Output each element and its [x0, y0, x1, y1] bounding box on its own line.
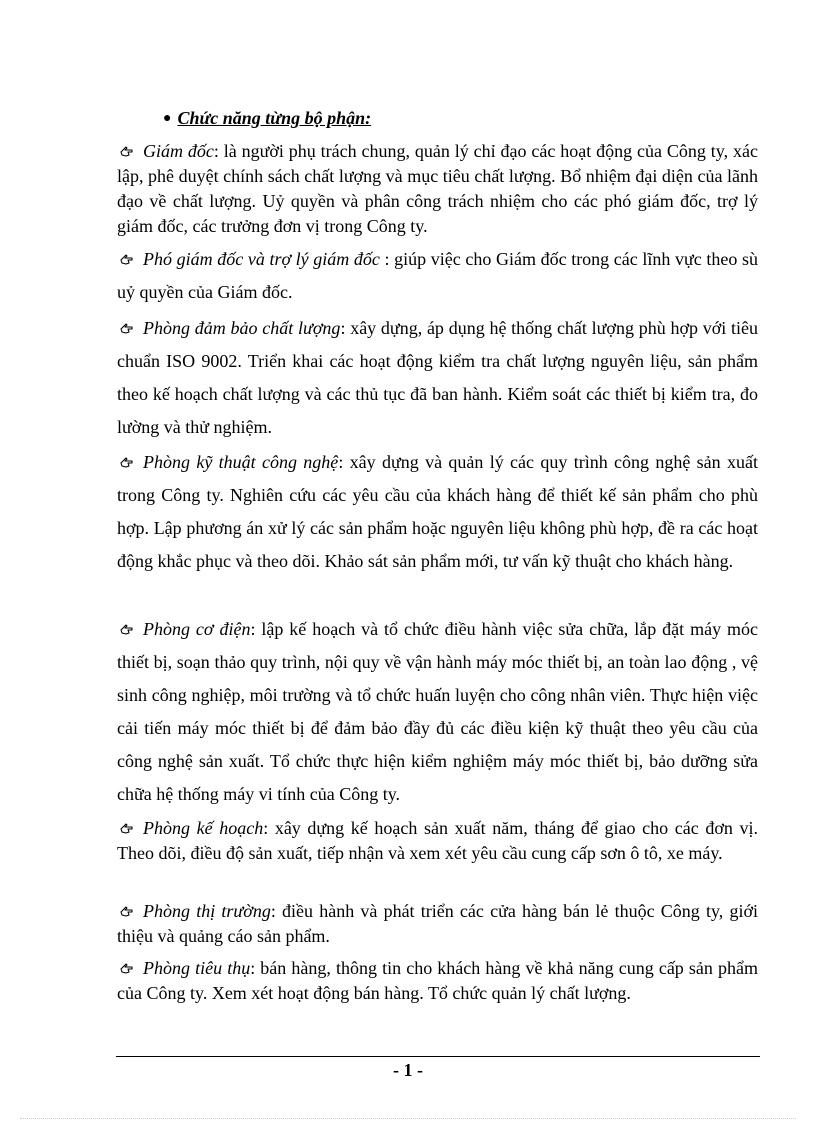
- paragraph-phong-thi-truong: [117, 899, 758, 949]
- pointing-hand-icon: [119, 320, 135, 336]
- pointing-hand-icon: [119, 251, 135, 267]
- footer-divider: [116, 1056, 760, 1057]
- paragraph-text: : là người phụ trách chung, quản lý chỉ đạo các hoạt động của Công ty, xác lập, phê duyệt chính sách chất lượng và mục tiêu chất lượng. Bổ nhiệm đại diện của lãnh đạo về chất lượng. Uỷ quyền và phân công trách nhiệm cho các phó giám đốc, trợ lý giám đốc, các trưởng đơn vị trong Công ty.: [117, 141, 758, 236]
- paragraph-phong-ke-hoach: [117, 816, 758, 866]
- paragraph-text: : giúp việc cho Giám đốc trong các lĩnh vực theo sù uỷ quyền của Giám đốc.: [117, 249, 758, 302]
- paragraph-text: : xây dựng kế hoạch sản xuất năm, tháng để giao cho các đơn vị. Theo dõi, điều độ sản xuất, tiếp nhận và xem xét yêu cầu cung cấp sơn ô tô, xe máy.: [117, 818, 758, 863]
- paragraph-phong-co-dien: [117, 613, 758, 811]
- pointing-hand-icon: [119, 960, 135, 976]
- pointing-hand-icon: [119, 820, 135, 836]
- paragraph-giam-doc: [117, 139, 758, 239]
- page-number: - 1 -: [393, 1060, 423, 1080]
- paragraph-term: Phòng tiêu thụ: [143, 958, 251, 978]
- paragraph-pho-giam-doc: [117, 243, 758, 309]
- paragraph-term: Phó giám đốc và trợ lý giám đốc: [143, 249, 380, 269]
- paragraph-phong-dam-bao-chat-luong: [117, 312, 758, 444]
- paragraph-text: : điều hành và phát triển các cửa hàng bán lẻ thuộc Công ty, giới thiệu và quảng cáo sản phẩm.: [117, 901, 758, 946]
- paragraph-term: Phòng thị trường: [143, 901, 271, 921]
- paragraph-text: : lập kế hoạch và tổ chức điều hành việc sửa chữa, lắp đặt máy móc thiết bị, soạn thảo quy trình, nội quy về vận hành máy móc thiết bị, an toàn lao động , vệ sinh công nghiệp, môi trường và tổ chức huấn luyện cho công nhân viên. Thực hiện việc cải tiến máy móc thiết bị để đảm bảo đầy đủ các điều kiện kỹ thuật theo yêu cầu của công nghệ sản xuất. Tổ chức thực hiện kiểm nghiệm máy móc thiết bị, bảo dưỡng sửa chữa hệ thống máy vi tính của Công ty.: [117, 619, 758, 804]
- bullet-icon: ●: [163, 111, 172, 126]
- paragraph-text: : xây dựng và quản lý các quy trình công nghệ sản xuất trong Công ty. Nghiên cứu các yêu cầu của khách hàng để thiết kế sản phẩm cho phù hợp. Lập phương án xử lý các sản phẩm hoặc nguyên liệu không phù hợp, đề ra các hoạt động khắc phục và theo dõi. Khảo sát sản phẩm mới, tư vấn kỹ thuật cho khách hàng.: [117, 452, 758, 571]
- paragraph-term: Giám đốc: [143, 141, 214, 161]
- pointing-hand-icon: [119, 454, 135, 470]
- pointing-hand-icon: [119, 903, 135, 919]
- paragraph-phong-tieu-thu: [117, 956, 758, 1006]
- paragraph-term: Phòng kỹ thuật công nghệ: [143, 452, 339, 472]
- paragraph-text: : bán hàng, thông tin cho khách hàng về khả năng cung cấp sản phẩm của Công ty. Xem xét hoạt động bán hàng. Tổ chức quản lý chất lượng.: [117, 958, 758, 1003]
- page-bottom-border: [20, 1118, 796, 1119]
- paragraph-term: Phòng đảm bảo chất lượng: [143, 318, 341, 338]
- pointing-hand-icon: [119, 621, 135, 637]
- section-heading: [163, 108, 371, 129]
- paragraph-term: Phòng cơ điện: [143, 619, 251, 639]
- pointing-hand-icon: [119, 143, 135, 159]
- paragraph-text: : xây dựng, áp dụng hệ thống chất lượng phù hợp với tiêu chuẩn ISO 9002. Triển khai các hoạt động kiểm tra chất lượng nguyên liệu, sản phẩm theo kế hoạch chất lượng và các thủ tục đã ban hành. Kiểm soát các thiết bị kiểm tra, đo lường và thử nghiệm.: [117, 318, 758, 437]
- paragraph-term: Phòng kế hoạch: [143, 818, 264, 838]
- paragraph-phong-ky-thuat-cong-nghe: [117, 446, 758, 578]
- section-heading-text: Chức năng từng bộ phận:: [177, 108, 372, 128]
